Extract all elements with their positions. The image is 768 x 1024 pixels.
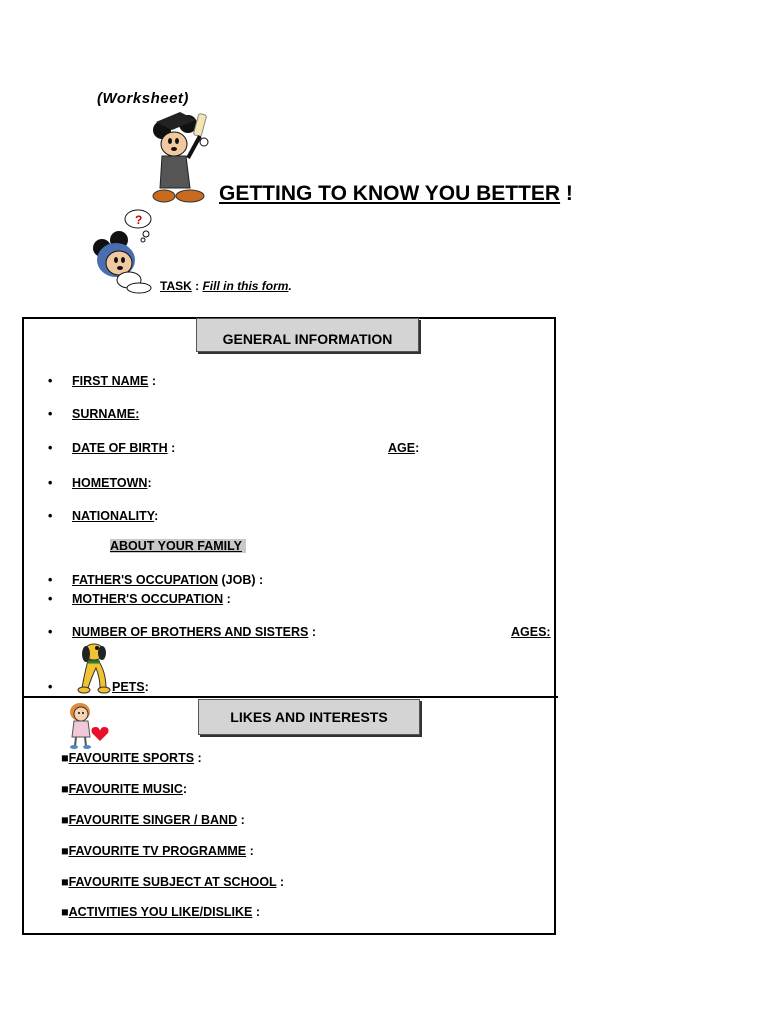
field-age: AGE: (388, 441, 420, 455)
task-instruction: TASK : Fill in this form. (160, 279, 292, 293)
worksheet-label: (Worksheet) (97, 90, 189, 107)
mickey-graduate-icon (150, 108, 220, 206)
general-information-heading: GENERAL INFORMATION (196, 318, 419, 352)
field-ages: AGES: (511, 625, 551, 639)
likes-and-interests-heading: LIKES AND INTERESTS (198, 699, 420, 735)
mickey-thinking-icon (91, 206, 161, 294)
likes-item: ■FAVOURITE TV PROGRAMME : (61, 844, 254, 858)
likes-item: ■ACTIVITIES YOU LIKE/DISLIKE : (61, 905, 261, 919)
field-mother-occupation: • MOTHER'S OCCUPATION : (48, 592, 231, 606)
likes-item: ■FAVOURITE SUBJECT AT SCHOOL : (61, 875, 285, 889)
field-surname: • SURNAME: (48, 407, 140, 421)
girl-with-heart-icon (66, 701, 112, 749)
likes-item: ■FAVOURITE MUSIC: (61, 782, 188, 796)
field-hometown: • HOMETOWN: (48, 476, 152, 490)
field-siblings: • NUMBER OF BROTHERS AND SISTERS : (48, 625, 316, 639)
field-nationality: • NATIONALITY: (48, 509, 159, 523)
page-title: GETTING TO KNOW YOU BETTER ! (219, 182, 573, 205)
svg-text:?: ? (135, 213, 143, 227)
section-divider (22, 696, 558, 698)
about-your-family-heading: ABOUT YOUR FAMILY (110, 539, 246, 553)
field-father-occupation: • FATHER'S OCCUPATION (JOB) : (48, 573, 264, 587)
likes-item: ■FAVOURITE SINGER / BAND : (61, 813, 245, 827)
field-pets: • PETS: (48, 680, 149, 694)
field-first-name: • FIRST NAME : (48, 374, 157, 388)
likes-item: ■FAVOURITE SPORTS : (61, 751, 202, 765)
field-date-of-birth: • DATE OF BIRTH : (48, 441, 176, 455)
